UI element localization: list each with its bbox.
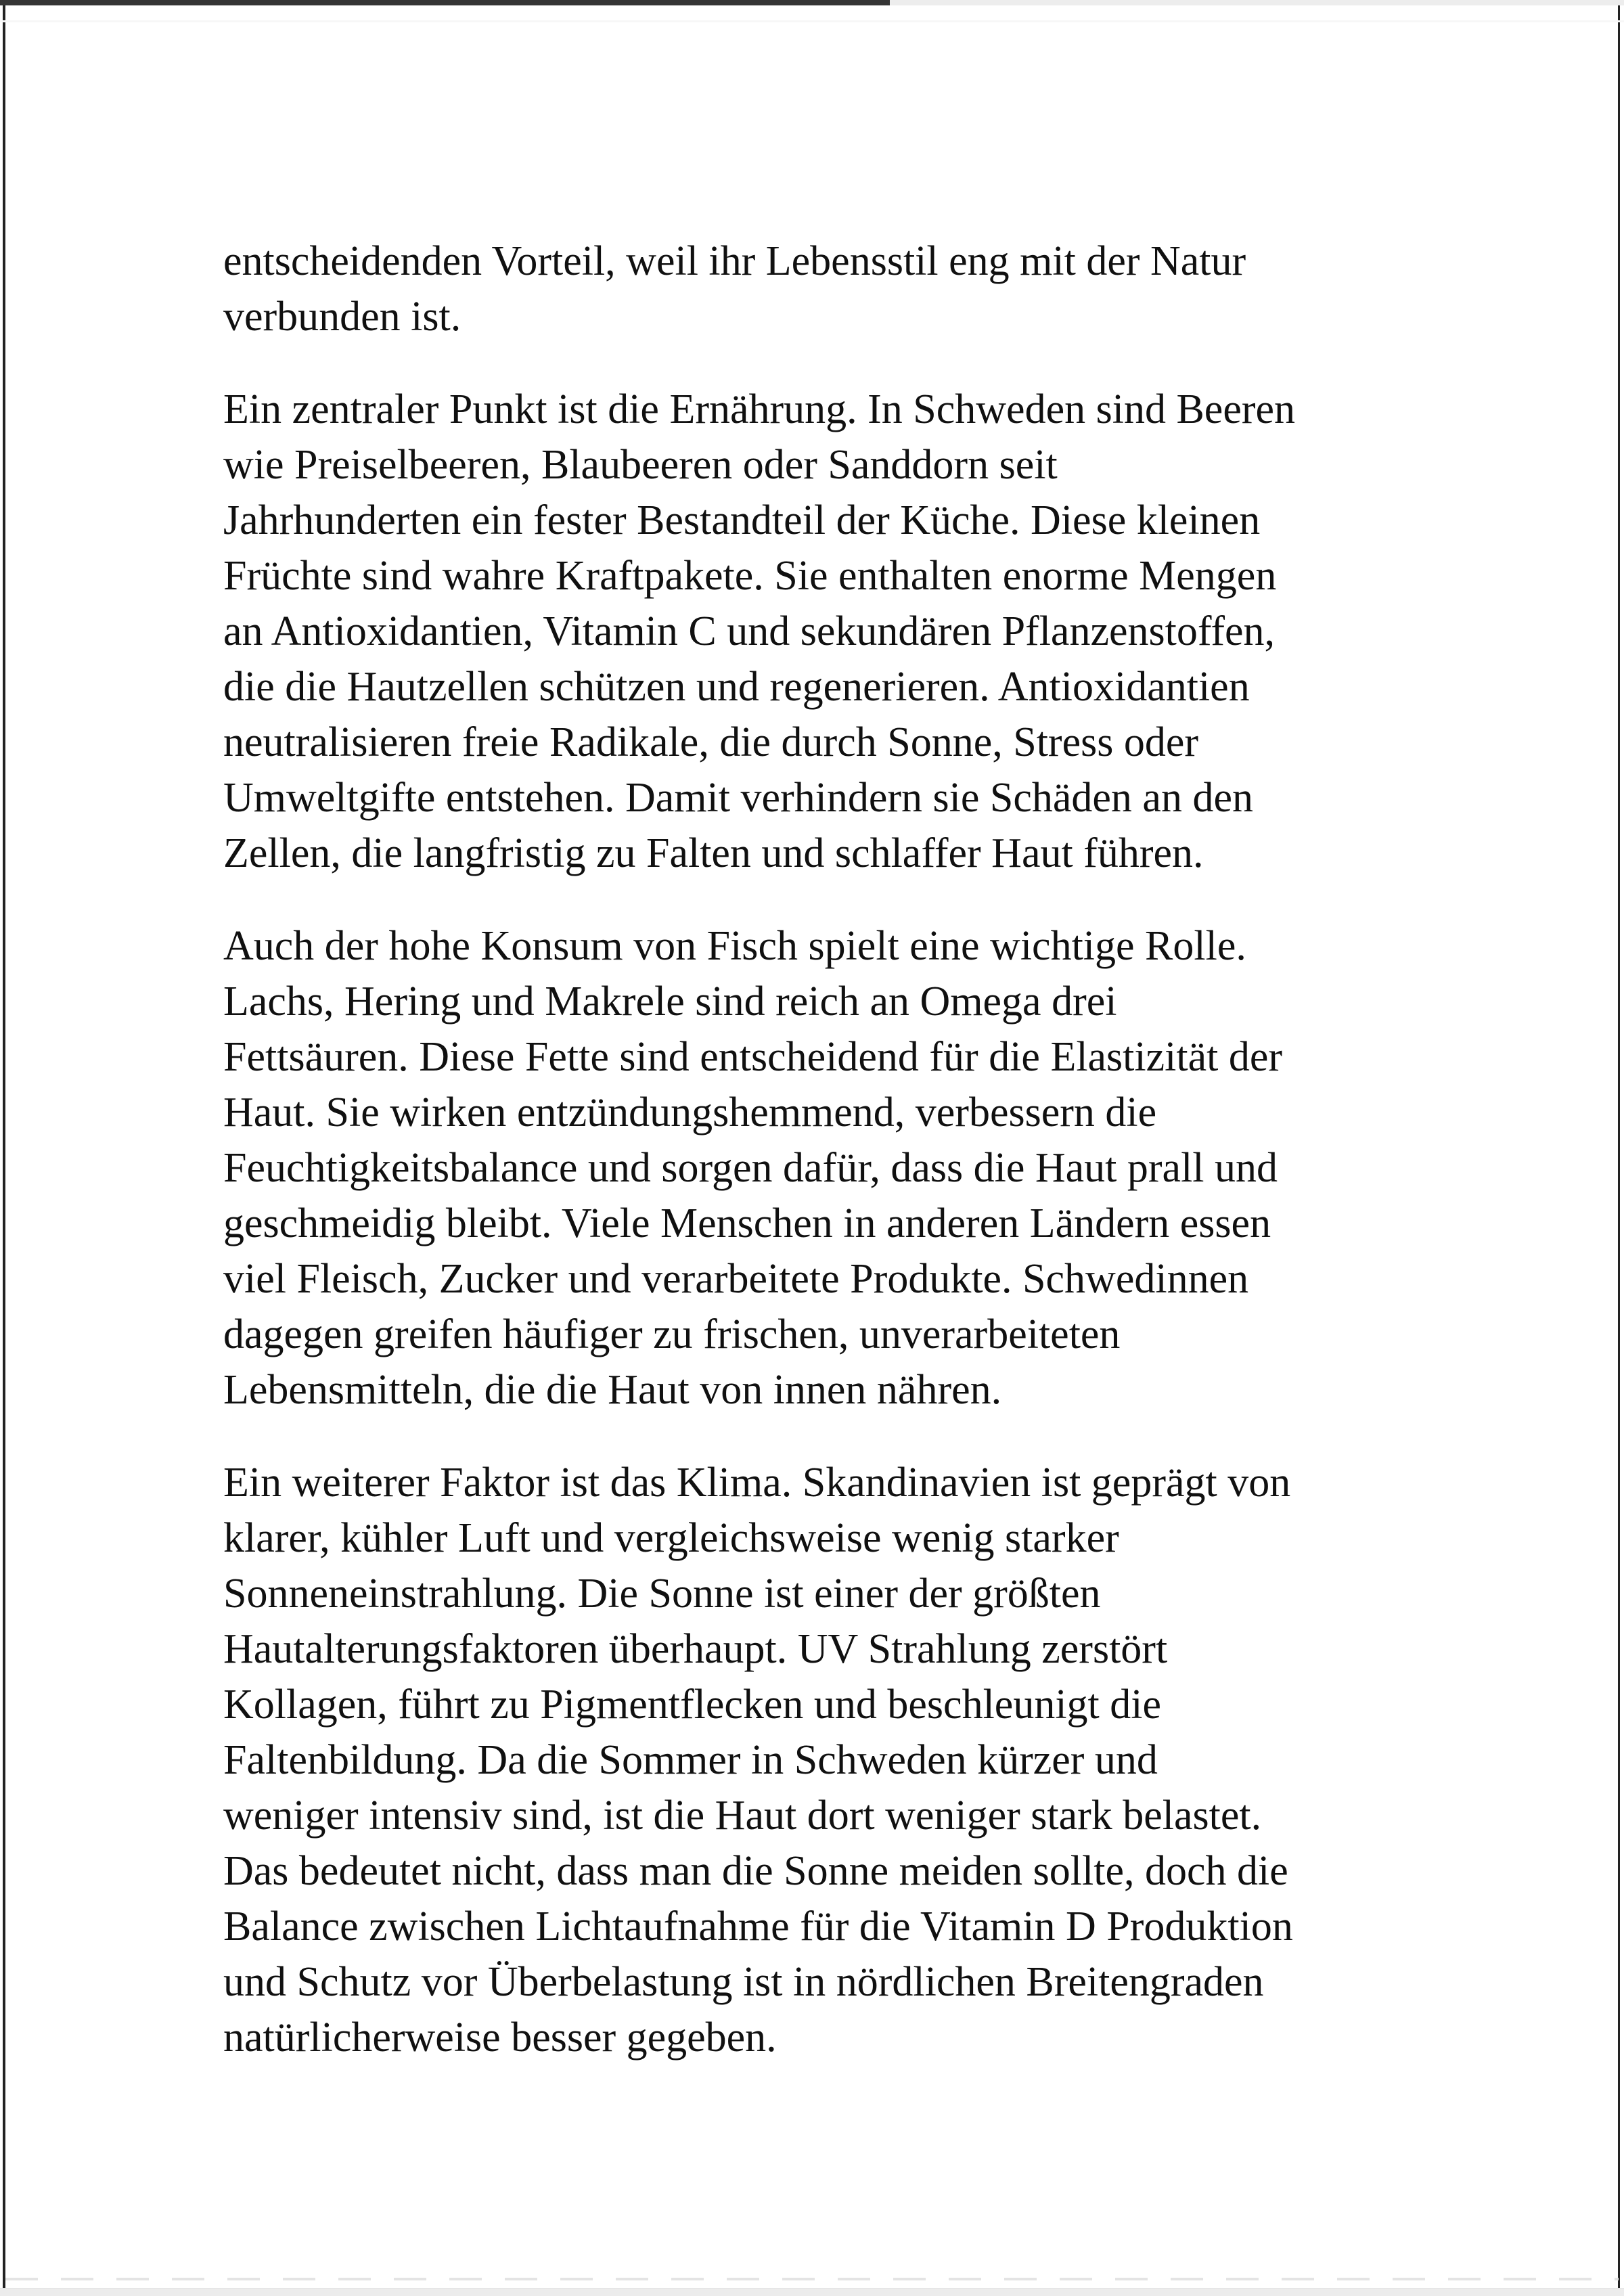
text-line: Umweltgifte entstehen. Damit verhindern sie Schäden an den bbox=[223, 775, 1253, 821]
text-line: Haut. Sie wirken entzündungshemmend, verbessern die bbox=[223, 1089, 1157, 1135]
page-left-edge-line bbox=[3, 0, 5, 2288]
text-line: Lebensmitteln, die die Haut von innen nähren. bbox=[223, 1367, 1002, 1413]
text-line: Jahrhunderten ein fester Bestandteil der Küche. Diese kleinen bbox=[223, 497, 1261, 543]
text-line: Das bedeutet nicht, dass man die Sonne meiden sollte, doch die bbox=[223, 1848, 1288, 1894]
page-top-edge-line bbox=[0, 0, 890, 5]
text-line: Ein zentraler Punkt ist die Ernährung. In Schweden sind Beeren bbox=[223, 386, 1295, 432]
paragraph bbox=[223, 382, 1421, 881]
text-line: natürlicherweise besser gegeben. bbox=[223, 2014, 777, 2061]
text-line: und Schutz vor Überbelastung ist in nördlichen Breitengraden bbox=[223, 1959, 1264, 2005]
text-line: entscheidenden Vorteil, weil ihr Lebensstil eng mit der Natur bbox=[223, 238, 1246, 284]
text-line: Früchte sind wahre Kraftpakete. Sie enthalten enorme Mengen bbox=[223, 553, 1277, 599]
text-line: Balance zwischen Lichtaufnahme für die Vitamin D Produktion bbox=[223, 1904, 1293, 1950]
text-line: dagegen greifen häufiger zu frischen, unverarbeiteten bbox=[223, 1311, 1121, 1357]
text-line: klarer, kühler Luft und vergleichsweise wenig starker bbox=[223, 1515, 1119, 1561]
text-line: Feuchtigkeitsbalance und sorgen dafür, dass die Haut prall und bbox=[223, 1145, 1278, 1191]
text-line: Zellen, die langfristig zu Falten und schlaffer Haut führen. bbox=[223, 830, 1204, 876]
page-bottom-strip bbox=[0, 2288, 1624, 2296]
paragraph bbox=[223, 233, 1421, 344]
paragraph bbox=[223, 1455, 1421, 2065]
paragraph bbox=[223, 918, 1421, 1418]
document-text bbox=[223, 233, 1421, 2102]
text-line: Ein weiterer Faktor ist das Klima. Skandinavien ist geprägt von bbox=[223, 1460, 1291, 1506]
page-right-edge-line bbox=[1618, 0, 1620, 2288]
text-line: an Antioxidantien, Vitamin C und sekundären Pflanzenstoffen, bbox=[223, 608, 1276, 654]
text-line: verbunden ist. bbox=[223, 294, 461, 340]
text-line: Fettsäuren. Diese Fette sind entscheidend für die Elastizität der bbox=[223, 1034, 1283, 1080]
text-line: Lachs, Hering und Makrele sind reich an Omega drei bbox=[223, 978, 1117, 1025]
text-line: die die Hautzellen schützen und regenerieren. Antioxidantien bbox=[223, 664, 1250, 710]
text-line: weniger intensiv sind, ist die Haut dort weniger stark belastet. bbox=[223, 1793, 1262, 1839]
text-line: Hautalterungsfaktoren überhaupt. UV Strahlung zerstört bbox=[223, 1626, 1168, 1672]
page-top-edge-light-line bbox=[890, 0, 1624, 5]
text-line: neutralisieren freie Radikale, die durch Sonne, Stress oder bbox=[223, 719, 1199, 765]
text-line: viel Fleisch, Zucker und verarbeitete Produkte. Schwedinnen bbox=[223, 1256, 1249, 1302]
page-bottom-dashed-line bbox=[5, 2278, 1619, 2280]
text-line: Sonneneinstrahlung. Die Sonne ist einer der größten bbox=[223, 1571, 1101, 1617]
text-line: Kollagen, führt zu Pigmentflecken und beschleunigt die bbox=[223, 1682, 1162, 1728]
text-line: wie Preiselbeeren, Blaubeeren oder Sanddorn seit bbox=[223, 442, 1058, 488]
text-line: Auch der hohe Konsum von Fisch spielt eine wichtige Rolle. bbox=[223, 923, 1246, 969]
text-line: Faltenbildung. Da die Sommer in Schweden kürzer und bbox=[223, 1737, 1158, 1783]
page-top-faint-line bbox=[0, 20, 1624, 22]
text-line: geschmeidig bleibt. Viele Menschen in anderen Ländern essen bbox=[223, 1200, 1271, 1246]
